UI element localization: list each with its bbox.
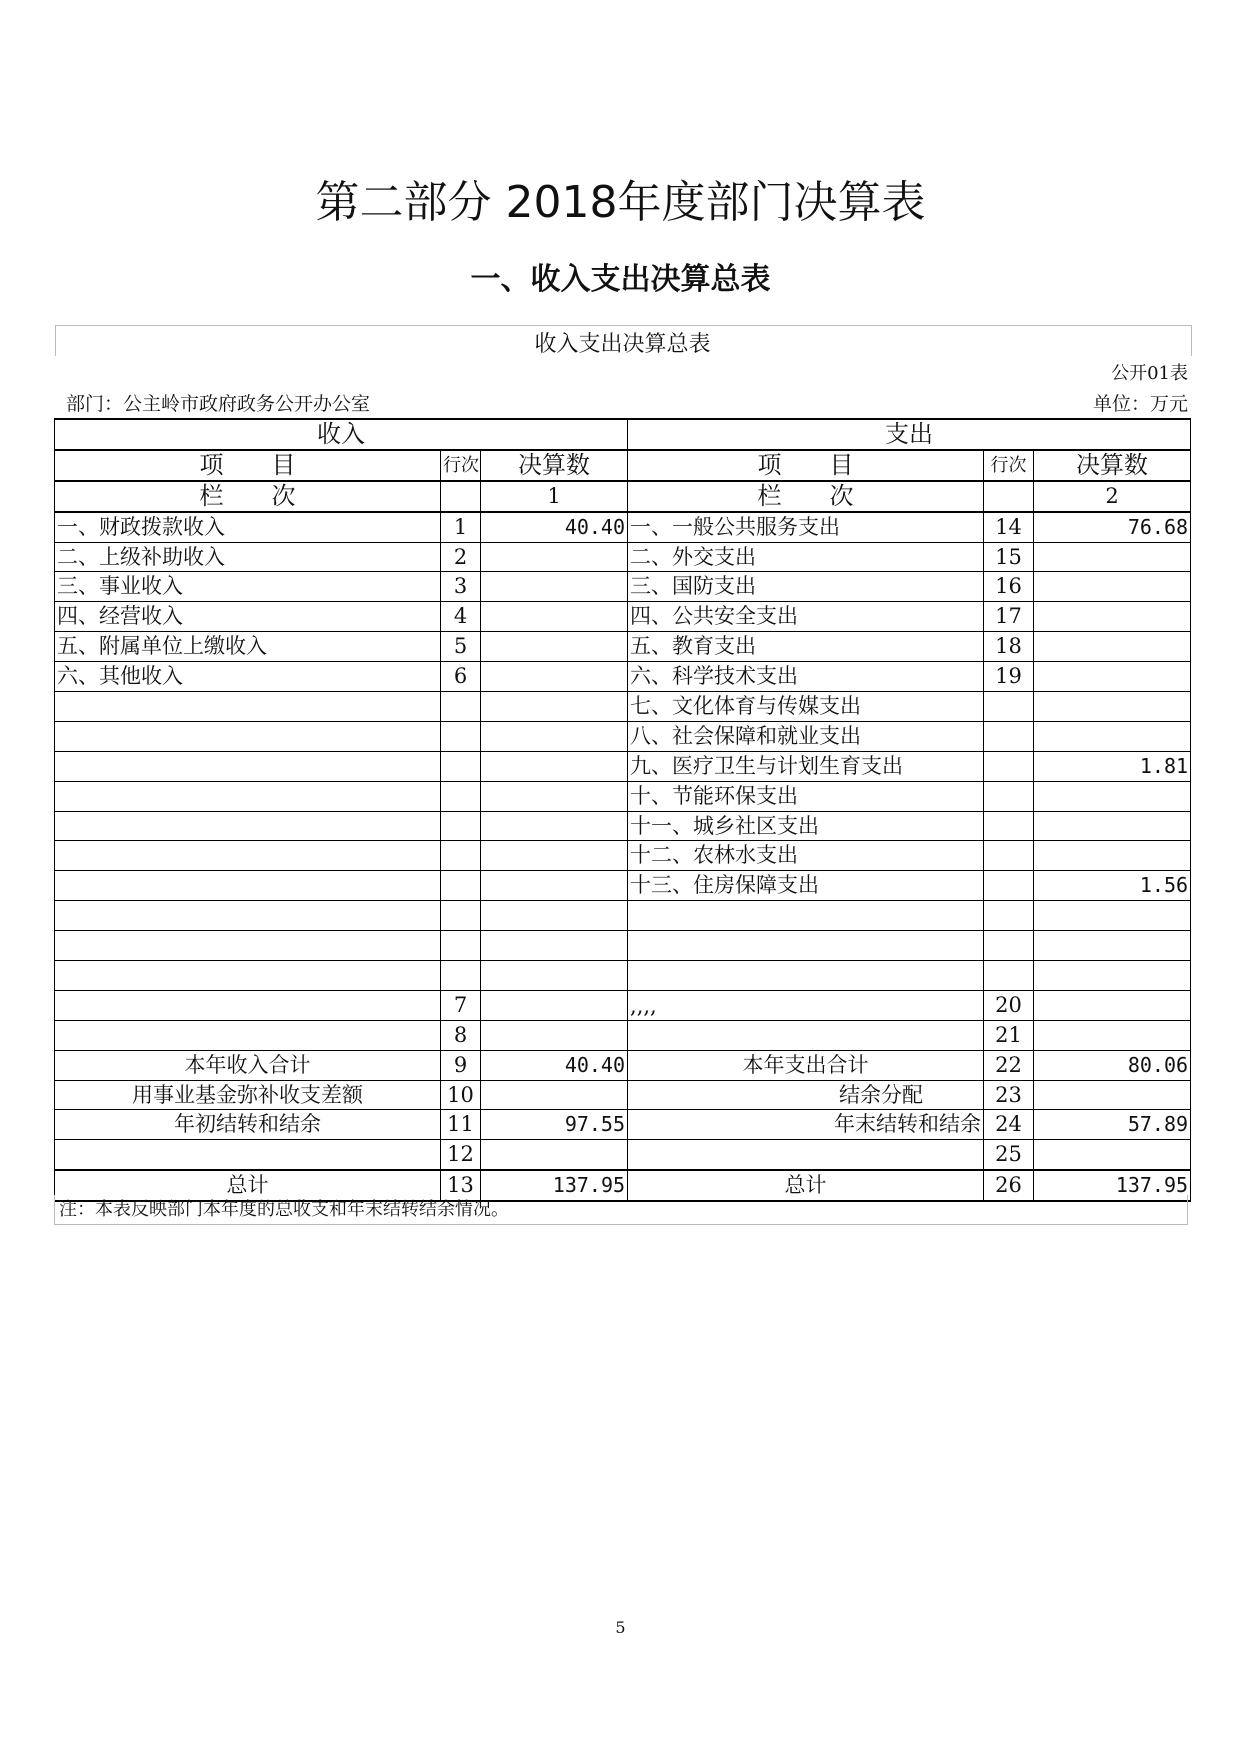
income-item-cell [55, 961, 441, 991]
expense-item-cell: 一、一般公共服务支出 [628, 512, 984, 542]
expense-line-cell: 18 [984, 632, 1034, 662]
income-grand-total-label: 总计 [55, 1170, 441, 1201]
income-item-cell: 三、事业收入 [55, 572, 441, 602]
fund-gap-label: 用事业基金弥补收支差额 [55, 1080, 441, 1110]
form-number: 公开01表 [1111, 363, 1188, 384]
income-item-cell: 一、财政拨款收入 [55, 512, 441, 542]
expense-amount-cell [1034, 901, 1191, 931]
expense-item-cell [628, 961, 984, 991]
income-line-cell: 3 [441, 572, 481, 602]
table-row [55, 871, 1191, 901]
expense-amount-cell [1034, 961, 1191, 991]
income-line-header: 行次 [441, 450, 481, 481]
income-line-cell: 12 [441, 1140, 481, 1170]
expense-line-cell: 24 [984, 1110, 1034, 1140]
income-amount-cell [481, 871, 628, 901]
income-line-cell [441, 811, 481, 841]
table-row [55, 542, 1191, 572]
expense-amount-cell [1034, 602, 1191, 632]
expense-amount-cell: 1.56 [1034, 871, 1191, 901]
expense-line-cell [984, 871, 1034, 901]
expense-item-cell [628, 1020, 984, 1050]
income-item-cell [55, 1140, 441, 1170]
income-item-cell: 二、上级补助收入 [55, 542, 441, 572]
expense-line-cell [984, 751, 1034, 781]
table-title: 收入支出决算总表 [534, 332, 711, 357]
income-amount-cell [481, 990, 628, 1020]
expense-line-cell [984, 961, 1034, 991]
table-row [55, 931, 1191, 961]
income-amount-cell [481, 572, 628, 602]
income-amount-cell [481, 542, 628, 572]
expense-amount-cell: 1.81 [1034, 751, 1191, 781]
income-amount-cell [481, 841, 628, 871]
table-row [55, 751, 1191, 781]
expense-year-total-label: 本年支出合计 [628, 1050, 984, 1080]
income-amount-cell [481, 692, 628, 722]
expense-amount-cell [1034, 572, 1191, 602]
income-line-cell [441, 961, 481, 991]
income-line-cell: 8 [441, 1020, 481, 1050]
expense-amount-cell [1034, 1140, 1191, 1170]
income-amount-cell [481, 751, 628, 781]
expense-item-cell [628, 931, 984, 961]
expense-item-cell: 二、外交支出 [628, 542, 984, 572]
expense-item-cell: 十、节能环保支出 [628, 781, 984, 811]
expense-item-cell: 十三、住房保障支出 [628, 871, 984, 901]
income-item-cell [55, 871, 441, 901]
expense-year-total-amount: 80.06 [1034, 1050, 1191, 1080]
expense-amount-cell [1034, 542, 1191, 572]
expense-header: 支出 [628, 419, 1191, 450]
income-item-cell: 六、其他收入 [55, 662, 441, 692]
expense-line-cell [984, 841, 1034, 871]
expense-item-cell: 九、医疗卫生与计划生育支出 [628, 751, 984, 781]
income-line-cell: 6 [441, 662, 481, 692]
table-row [55, 1140, 1191, 1170]
expense-line-cell: 26 [984, 1170, 1034, 1201]
expense-item-cell: 六、科学技术支出 [628, 662, 984, 692]
expense-column-label: 栏 次 [628, 481, 984, 512]
income-amount-cell [481, 961, 628, 991]
expense-amount-cell [1034, 1080, 1191, 1110]
income-line-cell [441, 692, 481, 722]
expense-amount-header: 决算数 [1034, 450, 1191, 481]
expense-item-cell: 八、社会保障和就业支出 [628, 721, 984, 751]
expense-line-cell [984, 901, 1034, 931]
opening-carryover-label: 年初结转和结余 [55, 1110, 441, 1140]
table-row [55, 901, 1191, 931]
income-amount-cell [481, 811, 628, 841]
income-amount-cell: 40.40 [481, 512, 628, 542]
table-row [55, 811, 1191, 841]
income-header: 收入 [55, 419, 628, 450]
expense-amount-cell [1034, 811, 1191, 841]
income-line-cell: 9 [441, 1050, 481, 1080]
income-item-cell: 五、附属单位上缴收入 [55, 632, 441, 662]
expense-item-cell: 七、文化体育与传媒支出 [628, 692, 984, 722]
expense-amount-cell [1034, 841, 1191, 871]
expense-line-cell [984, 692, 1034, 722]
income-amount-cell [481, 632, 628, 662]
income-item-cell [55, 990, 441, 1020]
table-row [55, 841, 1191, 871]
expense-amount-cell [1034, 632, 1191, 662]
income-line-cell: 4 [441, 602, 481, 632]
income-amount-cell [481, 901, 628, 931]
income-amount-cell [481, 662, 628, 692]
income-column-line [441, 481, 481, 512]
closing-carryover-label: 年末结转和结余 [628, 1110, 984, 1140]
income-line-cell [441, 721, 481, 751]
section-header-row [55, 419, 1191, 450]
table-row [55, 572, 1191, 602]
income-amount-cell [481, 1080, 628, 1110]
income-item-cell [55, 721, 441, 751]
income-amount-cell [481, 721, 628, 751]
income-item-cell: 四、经营收入 [55, 602, 441, 632]
expense-item-cell: 五、教育支出 [628, 632, 984, 662]
expense-line-cell: 17 [984, 602, 1034, 632]
income-line-cell: 2 [441, 542, 481, 572]
expense-line-cell: 15 [984, 542, 1034, 572]
income-item-header: 项 目 [55, 450, 441, 481]
expense-item-cell: 四、公共安全支出 [628, 602, 984, 632]
expense-line-cell [984, 781, 1034, 811]
income-line-cell [441, 931, 481, 961]
expense-item-cell [628, 901, 984, 931]
closing-carryover-amount: 57.89 [1034, 1110, 1191, 1140]
surplus-distribution-label: 结余分配 [628, 1080, 984, 1110]
table-row [55, 1020, 1191, 1050]
expense-line-cell: 25 [984, 1140, 1034, 1170]
table-row [55, 662, 1191, 692]
expense-line-cell: 19 [984, 662, 1034, 692]
part-title: 第二部分 2018年度部门决算表 [315, 177, 926, 228]
income-line-cell: 13 [441, 1170, 481, 1201]
expense-line-cell [984, 811, 1034, 841]
expense-amount-cell [1034, 662, 1191, 692]
expense-line-cell: 16 [984, 572, 1034, 602]
income-line-cell: 7 [441, 990, 481, 1020]
income-grand-total-amount: 137.95 [481, 1170, 628, 1201]
income-expense-table [54, 418, 1191, 1202]
expense-grand-total-label: 总计 [628, 1170, 984, 1201]
income-line-cell [441, 781, 481, 811]
section-title: 一、收入支出决算总表 [470, 262, 771, 297]
income-line-cell: 1 [441, 512, 481, 542]
income-line-cell: 11 [441, 1110, 481, 1140]
expense-line-cell: 21 [984, 1020, 1034, 1050]
income-item-cell [55, 811, 441, 841]
income-amount-cell [481, 931, 628, 961]
expense-grand-total-amount: 137.95 [1034, 1170, 1191, 1201]
expense-item-cell: 十一、城乡社区支出 [628, 811, 984, 841]
income-amount-cell [481, 602, 628, 632]
expense-amount-cell [1034, 721, 1191, 751]
unit-label: 单位：万元 [1092, 393, 1188, 415]
income-item-cell [55, 751, 441, 781]
expense-item-cell: ,,,, [628, 990, 984, 1020]
income-line-cell: 5 [441, 632, 481, 662]
expense-item-cell: 三、国防支出 [628, 572, 984, 602]
department-label: 部门：公主岭市政府政务公开办公室 [66, 393, 371, 415]
expense-amount-cell [1034, 781, 1191, 811]
opening-carryover-amount: 97.55 [481, 1110, 628, 1140]
expense-line-cell: 20 [984, 990, 1034, 1020]
carryover-row [55, 1110, 1191, 1140]
income-item-cell [55, 781, 441, 811]
table-note: 注：本表反映部门本年度的总收支和年末结转结余情况。 [54, 1195, 1188, 1225]
expense-column-number: 2 [1034, 481, 1191, 512]
expense-line-cell [984, 931, 1034, 961]
expense-amount-cell [1034, 931, 1191, 961]
expense-item-header: 项 目 [628, 450, 984, 481]
income-item-cell [55, 692, 441, 722]
expense-amount-cell [1034, 990, 1191, 1020]
income-amount-cell [481, 781, 628, 811]
income-item-cell [55, 1020, 441, 1050]
income-column-label: 栏 次 [55, 481, 441, 512]
expense-item-cell [628, 1140, 984, 1170]
year-total-row [55, 1050, 1191, 1080]
table-row [55, 512, 1191, 542]
fund-gap-row [55, 1080, 1191, 1110]
income-line-cell: 10 [441, 1080, 481, 1110]
expense-line-cell [984, 721, 1034, 751]
expense-item-cell: 十二、农林水支出 [628, 841, 984, 871]
expense-line-cell: 23 [984, 1080, 1034, 1110]
table-row [55, 602, 1191, 632]
table-row [55, 961, 1191, 991]
expense-column-line [984, 481, 1034, 512]
income-item-cell [55, 901, 441, 931]
expense-amount-cell: 76.68 [1034, 512, 1191, 542]
expense-line-header: 行次 [984, 450, 1034, 481]
income-item-cell [55, 841, 441, 871]
column-header-row [55, 450, 1191, 481]
income-amount-header: 决算数 [481, 450, 628, 481]
expense-line-cell: 14 [984, 512, 1034, 542]
income-year-total-amount: 40.40 [481, 1050, 628, 1080]
expense-line-cell: 22 [984, 1050, 1034, 1080]
table-row [55, 781, 1191, 811]
table-row [55, 721, 1191, 751]
expense-amount-cell [1034, 692, 1191, 722]
expense-amount-cell [1034, 1020, 1191, 1050]
income-item-cell [55, 931, 441, 961]
page-number: 5 [615, 1618, 626, 1637]
income-column-number: 1 [481, 481, 628, 512]
income-year-total-label: 本年收入合计 [55, 1050, 441, 1080]
income-line-cell [441, 751, 481, 781]
income-amount-cell [481, 1020, 628, 1050]
income-line-cell [441, 841, 481, 871]
table-row [55, 632, 1191, 662]
table-row [55, 692, 1191, 722]
income-line-cell [441, 871, 481, 901]
table-row [55, 990, 1191, 1020]
income-amount-cell [481, 1140, 628, 1170]
income-line-cell [441, 901, 481, 931]
column-number-row [55, 481, 1191, 512]
